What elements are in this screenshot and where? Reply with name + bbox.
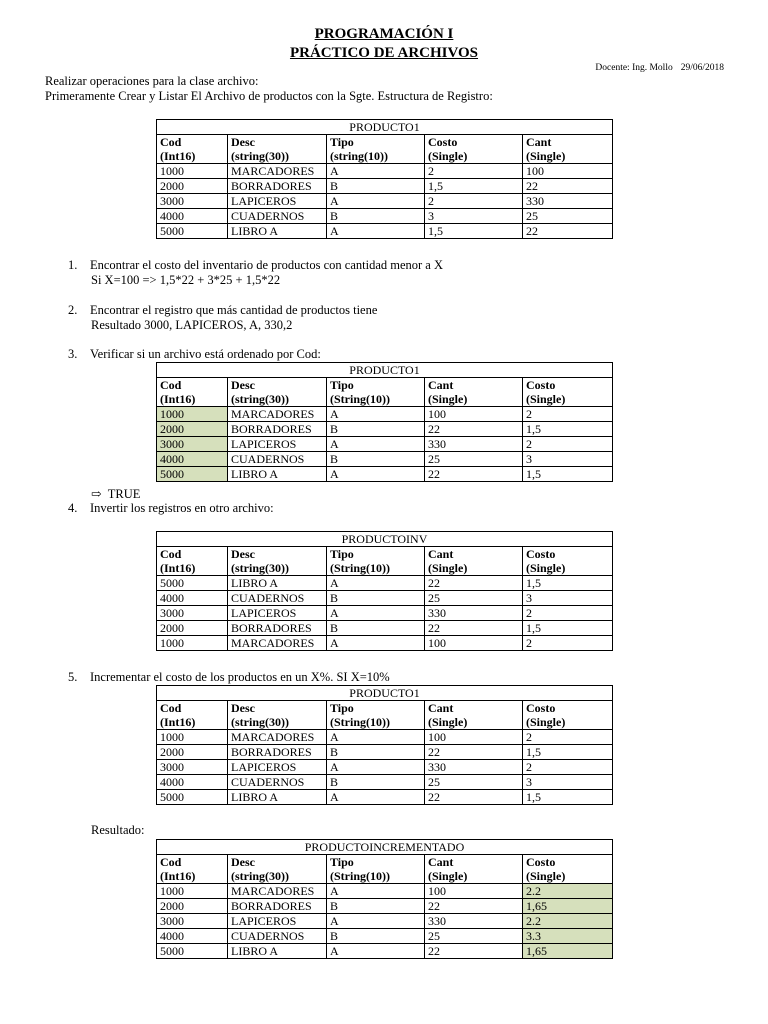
arrow-right-icon: ⇨ — [91, 487, 102, 501]
column-header-type: (Int16) — [160, 715, 196, 729]
table-cell: 3000 — [157, 606, 228, 621]
table-cell: 3 — [523, 591, 613, 606]
table-cell: B — [327, 621, 425, 636]
table-cell: 1,65 — [523, 944, 613, 959]
table-cell: 1,5 — [425, 179, 523, 194]
table-cell: 330 — [425, 437, 523, 452]
table-cell: 1,5 — [523, 790, 613, 805]
table-cell: 4000 — [157, 209, 228, 224]
table-cell: 4000 — [157, 591, 228, 606]
table-cell: MARCADORES — [228, 164, 327, 179]
table-cell: A — [327, 884, 425, 899]
table-cell: A — [327, 944, 425, 959]
table-header-row — [157, 701, 613, 730]
column-header-type: (Single) — [428, 149, 468, 163]
table-row — [157, 224, 613, 239]
table-cell: 100 — [425, 407, 523, 422]
column-header-type: (Single) — [428, 869, 468, 883]
table-cell: 22 — [425, 621, 523, 636]
table-cell: 1000 — [157, 636, 228, 651]
column-header-type: (string(30)) — [231, 149, 289, 163]
exercise-text: Encontrar el costo del inventario de productos con cantidad menor a X — [90, 258, 444, 272]
table-cell: 22 — [523, 179, 613, 194]
table-cell: LAPICEROS — [228, 437, 327, 452]
column-header-type: (Int16) — [160, 392, 196, 406]
table-cell: B — [327, 899, 425, 914]
table-cell: 22 — [425, 467, 523, 482]
table-cell: B — [327, 591, 425, 606]
table-row — [157, 576, 613, 591]
table-row — [157, 790, 613, 805]
exercise-number: 1. — [68, 258, 78, 272]
table-cell: LAPICEROS — [228, 194, 327, 209]
column-header-name: Cant — [428, 547, 454, 561]
table-row — [157, 164, 613, 179]
column-header — [425, 547, 523, 576]
table-caption-row — [157, 532, 613, 547]
intro-line-1: Realizar operaciones para la clase archivo: — [45, 74, 259, 88]
table-row — [157, 437, 613, 452]
table-cell: A — [327, 790, 425, 805]
column-header-name: Costo — [526, 547, 556, 561]
exercise-2 — [68, 303, 377, 318]
table-row — [157, 745, 613, 760]
table-cell: B — [327, 775, 425, 790]
column-header-type: (Single) — [428, 715, 468, 729]
table-cell: A — [327, 576, 425, 591]
table-caption-row — [157, 120, 613, 135]
column-header — [425, 378, 523, 407]
column-header-name: Costo — [428, 135, 458, 149]
table-cell: B — [327, 209, 425, 224]
table-cell: 330 — [425, 914, 523, 929]
column-header — [425, 701, 523, 730]
table-cell: A — [327, 437, 425, 452]
column-header-type: (Int16) — [160, 561, 196, 575]
document-title: PROGRAMACIÓN I — [314, 26, 454, 42]
table-cell: 2 — [523, 407, 613, 422]
column-header — [228, 547, 327, 576]
table-cell: LIBRO A — [228, 224, 327, 239]
table-cell: CUADERNOS — [228, 775, 327, 790]
column-header — [523, 855, 613, 884]
intro-line-2: Primeramente Crear y Listar El Archivo de productos con la Sgte. Estructura de Registro: — [45, 89, 493, 103]
document-subtitle: PRÁCTICO DE ARCHIVOS — [289, 45, 479, 61]
table-cell: 100 — [523, 164, 613, 179]
column-header — [157, 701, 228, 730]
column-header-name: Costo — [526, 378, 556, 392]
table-cell: CUADERNOS — [228, 452, 327, 467]
table-cell: 1000 — [157, 164, 228, 179]
table-cell: 3000 — [157, 194, 228, 209]
exercise-number: 4. — [68, 501, 78, 515]
column-header-name: Tipo — [330, 135, 354, 149]
table-cell: 1000 — [157, 884, 228, 899]
table-row — [157, 775, 613, 790]
table-cell: CUADERNOS — [228, 209, 327, 224]
column-header-type: (Single) — [526, 869, 566, 883]
column-header — [157, 135, 228, 164]
table-cell: 2 — [523, 760, 613, 775]
column-header-name: Cant — [526, 135, 552, 149]
table-caption: PRODUCTO1 — [157, 120, 613, 135]
table-cell: 1000 — [157, 730, 228, 745]
table-cell: 2000 — [157, 422, 228, 437]
exercise-number: 5. — [68, 670, 78, 684]
table-cell: 3000 — [157, 914, 228, 929]
column-header-type: (string(10)) — [330, 149, 388, 163]
table-cell: A — [327, 407, 425, 422]
table-cell: 1,5 — [523, 422, 613, 437]
column-header-name: Desc — [231, 701, 255, 715]
table-cell: B — [327, 452, 425, 467]
exercise-1 — [68, 258, 443, 273]
column-header-name: Cant — [428, 701, 454, 715]
column-header — [228, 378, 327, 407]
table-cell: B — [327, 929, 425, 944]
column-header — [228, 135, 327, 164]
column-header — [228, 855, 327, 884]
table-caption-row — [157, 840, 613, 855]
table-cell: 22 — [425, 422, 523, 437]
table-cell: 5000 — [157, 576, 228, 591]
table-cell: BORRADORES — [228, 422, 327, 437]
exercise-text: Encontrar el registro que más cantidad de productos tiene — [90, 303, 378, 317]
table-cell: 25 — [523, 209, 613, 224]
column-header — [425, 855, 523, 884]
table-producto1 — [156, 119, 613, 239]
table-cell: 5000 — [157, 944, 228, 959]
column-header-name: Cant — [428, 855, 454, 869]
table-row — [157, 179, 613, 194]
table-row — [157, 467, 613, 482]
column-header-type: (Single) — [526, 149, 566, 163]
table-cell: 5000 — [157, 790, 228, 805]
table-cell: 2000 — [157, 899, 228, 914]
table-cell: MARCADORES — [228, 407, 327, 422]
table-row — [157, 884, 613, 899]
true-result — [91, 486, 140, 502]
table-cell: LIBRO A — [228, 790, 327, 805]
table-cell: 2.2 — [523, 884, 613, 899]
table-row — [157, 591, 613, 606]
column-header-name: Cant — [428, 378, 454, 392]
table-cell: 1,5 — [523, 576, 613, 591]
column-header-name: Desc — [231, 135, 255, 149]
table-cell: 25 — [425, 591, 523, 606]
table-caption: PRODUCTO1 — [157, 363, 613, 378]
column-header — [523, 547, 613, 576]
table-cell: 22 — [425, 576, 523, 591]
table-cell: 4000 — [157, 452, 228, 467]
table-productoinv — [156, 531, 613, 651]
column-header-type: (string(30)) — [231, 715, 289, 729]
table-cell: MARCADORES — [228, 636, 327, 651]
table-cell: 100 — [425, 730, 523, 745]
table-caption: PRODUCTOINCREMENTADO — [157, 840, 613, 855]
teacher-name: Docente: Ing. Mollo — [595, 63, 673, 73]
table-cell: A — [327, 194, 425, 209]
table-cell: 25 — [425, 929, 523, 944]
table-cell: 4000 — [157, 929, 228, 944]
table-cell: 330 — [523, 194, 613, 209]
table-cell: A — [327, 760, 425, 775]
column-header — [327, 378, 425, 407]
table-cell: 2000 — [157, 179, 228, 194]
table-cell: 22 — [523, 224, 613, 239]
column-header-type: (Int16) — [160, 869, 196, 883]
table-row — [157, 760, 613, 775]
table-cell: 25 — [425, 452, 523, 467]
table-header-row — [157, 378, 613, 407]
teacher-date-line — [595, 63, 724, 73]
table-cell: 2000 — [157, 621, 228, 636]
column-header-name: Tipo — [330, 547, 354, 561]
table-cell: CUADERNOS — [228, 929, 327, 944]
exercise-5 — [68, 670, 390, 685]
table-cell: 22 — [425, 944, 523, 959]
column-header — [327, 547, 425, 576]
table-cell: LIBRO A — [228, 944, 327, 959]
table-cell: 22 — [425, 790, 523, 805]
column-header — [523, 135, 613, 164]
table-cell: 100 — [425, 884, 523, 899]
table-row — [157, 422, 613, 437]
table-cell: 2 — [425, 164, 523, 179]
column-header-name: Tipo — [330, 378, 354, 392]
table-header-row — [157, 855, 613, 884]
table-cell: B — [327, 745, 425, 760]
exercise-text: Verificar si un archivo está ordenado por Cod: — [90, 347, 321, 361]
table-cell: A — [327, 730, 425, 745]
column-header-name: Cod — [160, 378, 182, 392]
column-header — [228, 701, 327, 730]
table-header-row — [157, 547, 613, 576]
table-cell: 2 — [523, 636, 613, 651]
table-producto1-before — [156, 685, 613, 805]
table-cell: A — [327, 636, 425, 651]
table-cell: LAPICEROS — [228, 606, 327, 621]
table-row — [157, 929, 613, 944]
column-header — [523, 378, 613, 407]
column-header — [157, 855, 228, 884]
table-cell: MARCADORES — [228, 884, 327, 899]
column-header-name: Cod — [160, 855, 182, 869]
table-cell: 2 — [523, 730, 613, 745]
table-cell: 3 — [523, 452, 613, 467]
table-cell: 22 — [425, 899, 523, 914]
table-cell: 3.3 — [523, 929, 613, 944]
table-cell: LIBRO A — [228, 467, 327, 482]
column-header — [157, 378, 228, 407]
table-cell: LAPICEROS — [228, 914, 327, 929]
table-cell: 2 — [425, 194, 523, 209]
table-cell: 4000 — [157, 775, 228, 790]
table-productoincrementado — [156, 839, 613, 959]
column-header — [327, 855, 425, 884]
table-caption: PRODUCTOINV — [157, 532, 613, 547]
exercise-4 — [68, 501, 274, 516]
table-cell: CUADERNOS — [228, 591, 327, 606]
column-header-name: Desc — [231, 378, 255, 392]
table-cell: 1,5 — [425, 224, 523, 239]
table-producto1-sorted — [156, 362, 613, 482]
column-header-type: (string(30)) — [231, 869, 289, 883]
table-caption: PRODUCTO1 — [157, 686, 613, 701]
exercise-3 — [68, 347, 321, 362]
result-label: Resultado: — [91, 823, 145, 837]
column-header-name: Tipo — [330, 855, 354, 869]
table-cell: MARCADORES — [228, 730, 327, 745]
table-cell: 2 — [523, 437, 613, 452]
table-cell: 25 — [425, 775, 523, 790]
table-cell: 1,5 — [523, 745, 613, 760]
column-header-type: (Single) — [428, 392, 468, 406]
table-row — [157, 730, 613, 745]
exercise-number: 2. — [68, 303, 78, 317]
table-row — [157, 636, 613, 651]
table-row — [157, 194, 613, 209]
column-header-name: Cod — [160, 701, 182, 715]
table-row — [157, 606, 613, 621]
column-header-name: Cod — [160, 135, 182, 149]
table-cell: 22 — [425, 745, 523, 760]
table-caption-row — [157, 686, 613, 701]
column-header-type: (string(30)) — [231, 561, 289, 575]
column-header-type: (String(10)) — [330, 561, 390, 575]
table-cell: A — [327, 224, 425, 239]
column-header — [327, 701, 425, 730]
table-cell: 330 — [425, 760, 523, 775]
true-text: TRUE — [107, 487, 141, 501]
table-cell: 100 — [425, 636, 523, 651]
table-cell: 3 — [425, 209, 523, 224]
table-row — [157, 209, 613, 224]
table-cell: 3 — [523, 775, 613, 790]
column-header — [157, 547, 228, 576]
column-header-type: (Single) — [526, 715, 566, 729]
table-cell: BORRADORES — [228, 899, 327, 914]
table-cell: 5000 — [157, 467, 228, 482]
column-header-name: Costo — [526, 701, 556, 715]
table-row — [157, 407, 613, 422]
table-cell: A — [327, 467, 425, 482]
table-cell: BORRADORES — [228, 621, 327, 636]
table-cell: 1,65 — [523, 899, 613, 914]
column-header — [523, 701, 613, 730]
table-row — [157, 452, 613, 467]
table-cell: 2000 — [157, 745, 228, 760]
table-row — [157, 944, 613, 959]
table-cell: 2 — [523, 606, 613, 621]
exercise-text: Invertir los registros en otro archivo: — [90, 501, 274, 515]
table-row — [157, 899, 613, 914]
column-header-name: Cod — [160, 547, 182, 561]
exercise-number: 3. — [68, 347, 78, 361]
table-cell: 3000 — [157, 760, 228, 775]
table-cell: 2.2 — [523, 914, 613, 929]
table-cell: 330 — [425, 606, 523, 621]
table-row — [157, 914, 613, 929]
table-cell: B — [327, 422, 425, 437]
table-cell: 1,5 — [523, 467, 613, 482]
column-header — [425, 135, 523, 164]
column-header-type: (String(10)) — [330, 869, 390, 883]
column-header-type: (string(30)) — [231, 392, 289, 406]
table-cell: LAPICEROS — [228, 760, 327, 775]
table-cell: BORRADORES — [228, 745, 327, 760]
column-header — [327, 135, 425, 164]
table-cell: 5000 — [157, 224, 228, 239]
exercise-2-detail: Resultado 3000, LAPICEROS, A, 330,2 — [91, 318, 293, 332]
table-cell: 1,5 — [523, 621, 613, 636]
exercise-1-detail: Si X=100 => 1,5*22 + 3*25 + 1,5*22 — [91, 273, 281, 287]
column-header-type: (Single) — [526, 392, 566, 406]
column-header-name: Desc — [231, 855, 255, 869]
column-header-type: (Single) — [526, 561, 566, 575]
column-header-name: Desc — [231, 547, 255, 561]
table-caption-row — [157, 363, 613, 378]
column-header-name: Tipo — [330, 701, 354, 715]
table-cell: A — [327, 606, 425, 621]
table-cell: 3000 — [157, 437, 228, 452]
column-header-type: (String(10)) — [330, 715, 390, 729]
column-header-name: Costo — [526, 855, 556, 869]
table-cell: BORRADORES — [228, 179, 327, 194]
column-header-type: (String(10)) — [330, 392, 390, 406]
exercise-text: Incrementar el costo de los productos en un X%. SI X=10% — [90, 670, 390, 684]
table-cell: A — [327, 914, 425, 929]
table-cell: 1000 — [157, 407, 228, 422]
table-cell: A — [327, 164, 425, 179]
column-header-type: (Single) — [428, 561, 468, 575]
table-cell: LIBRO A — [228, 576, 327, 591]
column-header-type: (Int16) — [160, 149, 196, 163]
table-cell: B — [327, 179, 425, 194]
table-row — [157, 621, 613, 636]
document-date: 29/06/2018 — [680, 63, 724, 73]
table-header-row — [157, 135, 613, 164]
